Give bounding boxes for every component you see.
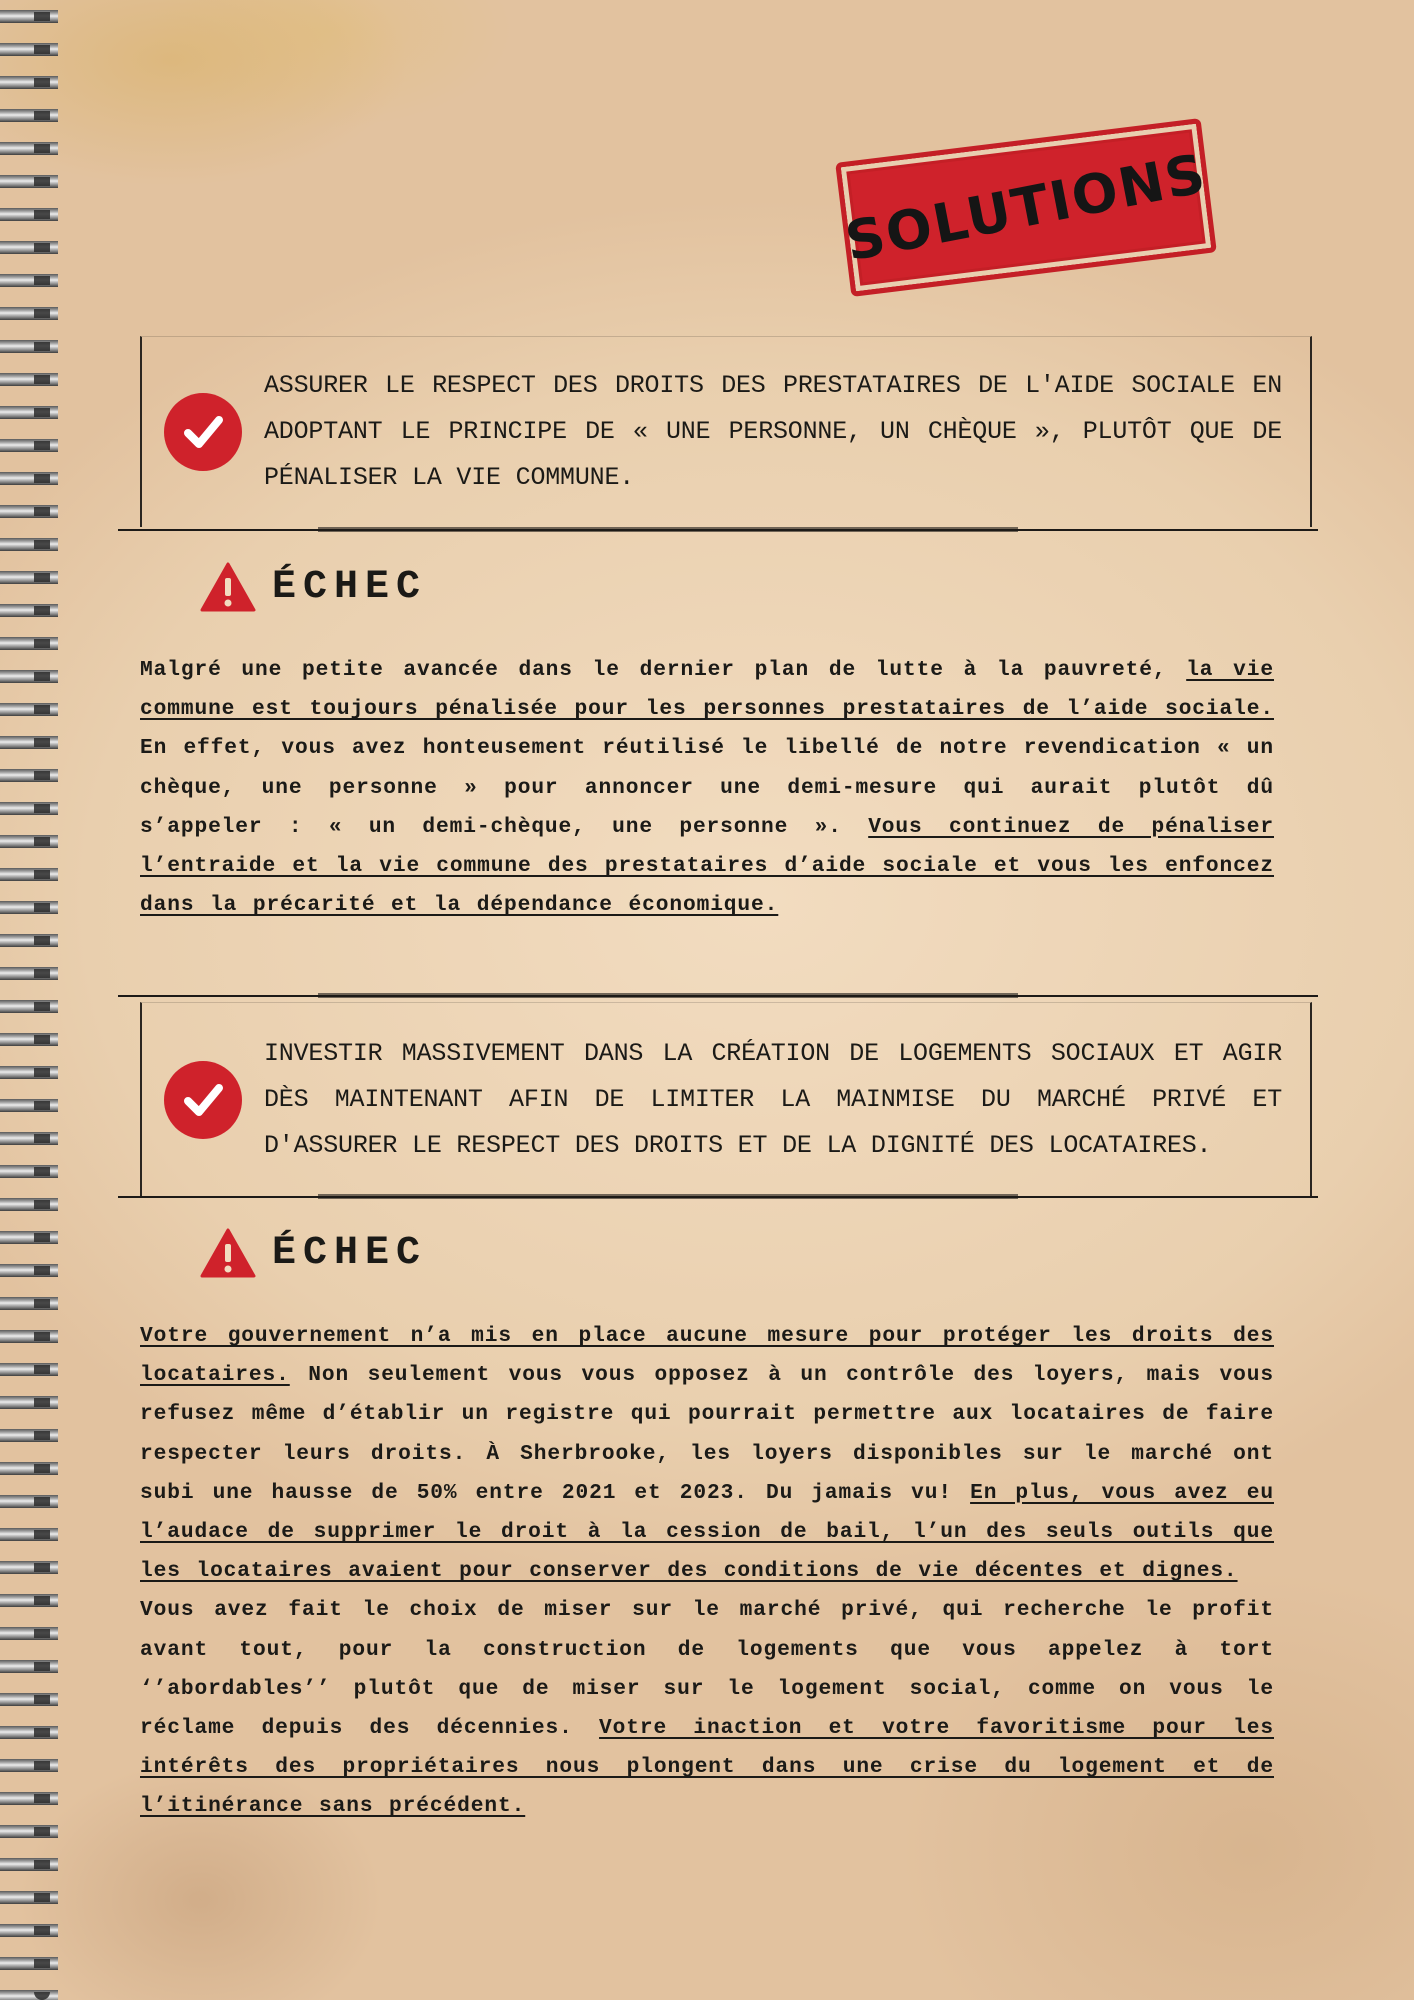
- underlined-text: Votre gouvernement n’a mis en place aucune mesure pour protéger les droits des locataires.: [140, 1324, 1274, 1388]
- check-icon: [164, 1061, 242, 1139]
- check-icon: [164, 393, 242, 471]
- verdict-text-1: [140, 651, 1274, 925]
- demand-box-1: [140, 336, 1312, 527]
- warning-icon: [200, 562, 256, 612]
- verdict-heading-1: [200, 562, 427, 612]
- verdict-label-1: ÉCHEC: [272, 564, 428, 610]
- demand-text-2: INVESTIR MASSIVEMENT DANS LA CRÉATION DE LOGEMENTS SOCIAUX ET AGIR DÈS MAINTENANT AFIN DE LIMITER LA MAINMISE DU MARCHÉ PRIVÉ ET D'ASSURER LE RESPECT DES DROITS ET DE LA DIGNITÉ DES LOCATAIRES.: [264, 1039, 1282, 1160]
- text-run: Vous avez fait le choix de miser sur le marché privé, qui recherche le profit avant tout, pour la construction de logements que vous appelez à tort ‘’abordables’’ plutôt que de miser sur le logement social, comme on vous le réclame depuis des décennies.: [140, 1598, 1274, 1741]
- underlined-text: En plus, vous avez eu l’audace de supprimer le droit à la cession de bail, l’un des seuls outils que les locataires avaient pour conserver des conditions de vie décentes et dignes.: [140, 1480, 1274, 1584]
- verdict-label-2: ÉCHEC: [272, 1230, 428, 1276]
- paragraph: [140, 651, 1274, 925]
- underlined-text: la vie commune est toujours pénalisée pour les personnes prestataires de l’aide sociale.: [140, 658, 1274, 722]
- text-run: Non seulement vous vous opposez à un contrôle des loyers, mais vous refusez même d’établir un registre qui pourrait permettre aux locataires de faire respecter leurs droits. À Sherbrooke, les loyers disponibles sur le marché ont subi une hausse de 50% entre 2021 et 2023. Du jamais vu!: [140, 1363, 1274, 1505]
- verdict-heading-2: [200, 1228, 427, 1278]
- demand-box-2: [140, 1002, 1312, 1197]
- paragraph: [140, 1591, 1274, 1826]
- paragraph: [140, 1317, 1274, 1591]
- divider: [118, 993, 1318, 999]
- text-run: Malgré une petite avancée dans le dernier plan de lutte à la pauvreté,: [140, 658, 1187, 682]
- demand-text-1: ASSURER LE RESPECT DES DROITS DES PRESTATAIRES DE L'AIDE SOCIALE EN ADOPTANT LE PRINCIPE DE « UNE PERSONNE, UN CHÈQUE », PLUTÔT QUE DE PÉNALISER LA VIE COMMUNE.: [264, 371, 1282, 492]
- solutions-stamp: [835, 118, 1217, 297]
- divider: [118, 1194, 1318, 1200]
- underlined-text: Vous continuez de pénaliser l’entraide et la vie commune des prestataires d’aide sociale et vous les enfoncez dans la précarité et la dépendance économique.: [140, 814, 1274, 918]
- verdict-text-2: [140, 1317, 1274, 1827]
- divider: [118, 527, 1318, 533]
- stamp-label: SOLUTIONS: [840, 141, 1212, 274]
- spiral-binding: [0, 0, 58, 2000]
- underlined-text: Votre inaction et votre favoritisme pour les intérêts des propriétaires nous plongent dans une crise du logement et de l’itinérance sans précédent.: [140, 1716, 1274, 1819]
- text-run: En effet, vous avez honteusement réutilisé le libellé de notre revendication « un chèque, une personne » pour annoncer une demi-mesure qui aurait plutôt dû s’appeler : « un demi-chèque, une personne ».: [140, 736, 1274, 839]
- warning-icon: [200, 1228, 256, 1278]
